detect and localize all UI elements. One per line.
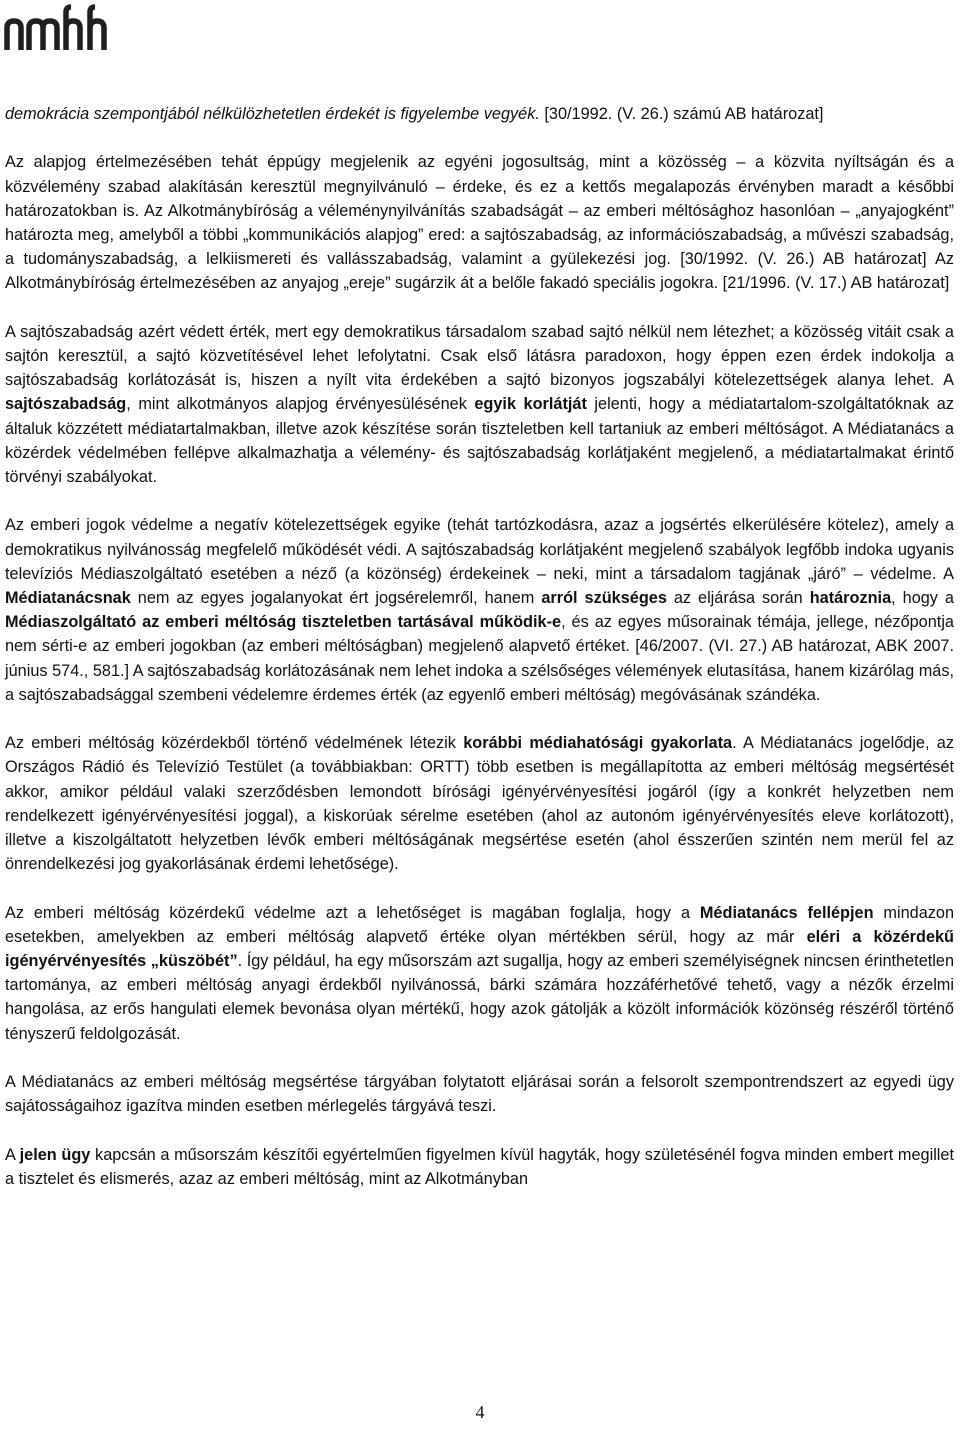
text-run: az eljárása során [666, 589, 810, 608]
paragraph [5, 901, 954, 1046]
paragraph [5, 1143, 954, 1191]
text-run: mindazon esetekben, amelyekben az emberi méltóság alapvető értéke olyan mértékben sérül, hogy az már [5, 903, 954, 946]
text-run: A sajtószabadság azért védett érték, mert egy demokratikus társadalom szabad sajtó nélkül nem létezhet; a közösség vitáit csak a sajtón keresztül, a sajtó közvetítésével lehet lefolytatni. Csak első látásra paradoxon, hogy éppen ezen érdek indokolja a sajtószabadság korlátozását is, hiszen a nyílt vita érdekében a sajtó bizonyos jogszabályi kötelezettségek alanya lehet. A [5, 322, 954, 390]
text-run: A Médiatanács az emberi méltóság megsértése tárgyában folytatott eljárásai során a felsorolt szempontrendszert az egyedi ügy sajátosságaihoz igazítva minden esetben mérlegelés tárgyává teszi. [5, 1073, 954, 1116]
page-number: 4 [475, 1402, 485, 1422]
text-run: A [5, 1145, 20, 1164]
text-run: . A Médiatanács jogelődje, az Országos Rádió és Televízió Testület (a továbbiakban: ORTT) több esetben is megállapította az emberi méltóság megsértését akkor, amikor például valaki szerződésben lemondott bírósági igényérvényesítési jogáról (így a konkrét helyzetben nem rendelkezett igényérvényesítési joggal), a kiskorúak sérelme esetében (ahol az autonóm igényérvényesítés eleve korlátozott), illetve a kiszolgáltatott helyzetben lévők emberi méltóságának megsértése esetén (ahol ésszerűen szintén nem merül fel az önrendelkezési jog gyakorlásának érdemi lehetősége). [5, 734, 954, 874]
text-run: . Így például, ha egy műsorszám azt sugallja, hogy az emberi személyiségnek nincsen érinthetetlen tartománya, az emberi méltóság anyagi érdekből nyilvánossá, bárki számára hozzáférhetővé tehető, vagy a nézők érzelmi hangolása, az erős hangulati elemek bevonása olyan mértékű, hogy azok gátolják a közölt információk közönség részéről történő tényszerű feldolgozását. [5, 952, 954, 1043]
text-run: jelenti, hogy a médiatartalom-szolgáltatóknak az általuk közzétett médiatartalmakban, illetve azok készítése során tiszteletben kell tartaniuk az emberi méltóságot. A Médiatanács a közérdek védelmében fellépve alkalmazhatja a vélemény- és sajtószabadság korlátjaként megjelenő, a médiatartalmakat érintő törvényi szabályokat. [5, 395, 954, 487]
text-run: Az emberi méltóság közérdekből történő védelmének létezik [5, 734, 464, 753]
paragraph [5, 320, 954, 489]
paragraph [5, 150, 954, 295]
text-run: Az emberi jogok védelme a negatív kötelezettségek egyike (tehát tartózkodásra, azaz a jogsértés elkerülésére kötelez), amely a demokratikus nyilvánosság megfelelő működését védi. A sajtószabadság korlátjaként megjelenő szabályok legfőbb indoka ugyanis televíziós Médiaszolgáltató esetében a néző (a közönség) érdekeinek – neki, mint a társadalom tagjának „járó” – védelme. A [5, 516, 954, 583]
bold-text: egyik korlátját [474, 395, 587, 414]
italic-text: demokrácia szempontjából nélkülözhetetlen érdekét is figyelembe vegyék. [5, 105, 540, 123]
bold-text: határoznia [809, 589, 892, 608]
bold-text: Médiaszolgáltató az emberi méltóság tiszteletben tartásával működik-e [5, 613, 562, 632]
document-body [5, 102, 954, 1215]
bold-text: eléri a közérdekű igényérvényesítés „küszöbét” [5, 927, 954, 971]
paragraph [5, 731, 954, 876]
text-run: nem az egyes jogalanyokat ért jogsérelemről, hanem [130, 589, 542, 608]
bold-text: jelen ügy [19, 1145, 91, 1164]
text-run: , mint alkotmányos alapjog érvényesülésének [126, 395, 475, 414]
paragraph [5, 1070, 954, 1118]
text-run: Az alapjog értelmezésében tehát éppúgy megjelenik az egyéni jogosultság, mint a közösség – a közvita nyíltságán és a közvélemény szabad alakításán keresztül megnyilvánuló – érdeke, és ez a kettős megalapozás érvényben maradt a későbbi határozatokban is. Az Alkotmánybíróság a véleménynyilvánítás szabadságát – az emberi méltósághoz hasonlóan – „anyajogként” határozta meg, amelyből a többi „kommunikációs alapjog” ered: a sajtószabadság, az információszabadság, a művészi szabadság, a tudományszabadság, a lelkiismereti és vallásszabadság, valamint a gyülekezési jog. [30/1992. (V. 26.) AB határozat] Az Alkotmánybíróság értelmezésében az anyajog „ereje” sugárzik át a belőle fakadó speciális jogokra. [21/1996. (V. 17.) AB határozat] [5, 153, 954, 293]
bold-text: sajtószabadság [5, 395, 127, 414]
paragraph [5, 513, 954, 707]
bold-text: arról szükséges [541, 589, 667, 608]
bold-text: Médiatanácsnak [5, 589, 131, 608]
bold-text: korábbi médiahatósági gyakorlata [463, 734, 733, 753]
text-run: , és az egyes műsorainak témája, jellege, nézőpontja nem sérti-e az emberi jogokban (az emberi méltóságban) megjelenő alapvető értéket. [46/2007. (VI. 27.) AB határozat, ABK 2007. június 574., 581.] A sajtószabadság korlátozásának nem lehet indoka a szélsőséges vélemények elutasítása, hanem kizárólag más, a sajtószabadsággal szembeni védelemre érdemes érték (az egyenlő emberi méltóság) megóvásának szándéka. [5, 613, 954, 704]
text-run: , hogy a [891, 589, 954, 608]
text-run: [30/1992. (V. 26.) számú AB határozat] [539, 105, 824, 123]
bold-text: Médiatanács fellépjen [699, 903, 874, 922]
nmhh-logo [2, 2, 124, 54]
text-run: kapcsán a műsorszám készítői egyértelműen figyelmen kívül hagyták, hogy születésénél fogva minden embert megillet a tisztelet és elismerés, azaz az emberi méltóság, mint az Alkotmányban [5, 1145, 955, 1188]
text-run: Az emberi méltóság közérdekű védelme azt a lehetőséget is magában foglalja, hogy a [5, 903, 700, 922]
paragraph [5, 102, 954, 126]
